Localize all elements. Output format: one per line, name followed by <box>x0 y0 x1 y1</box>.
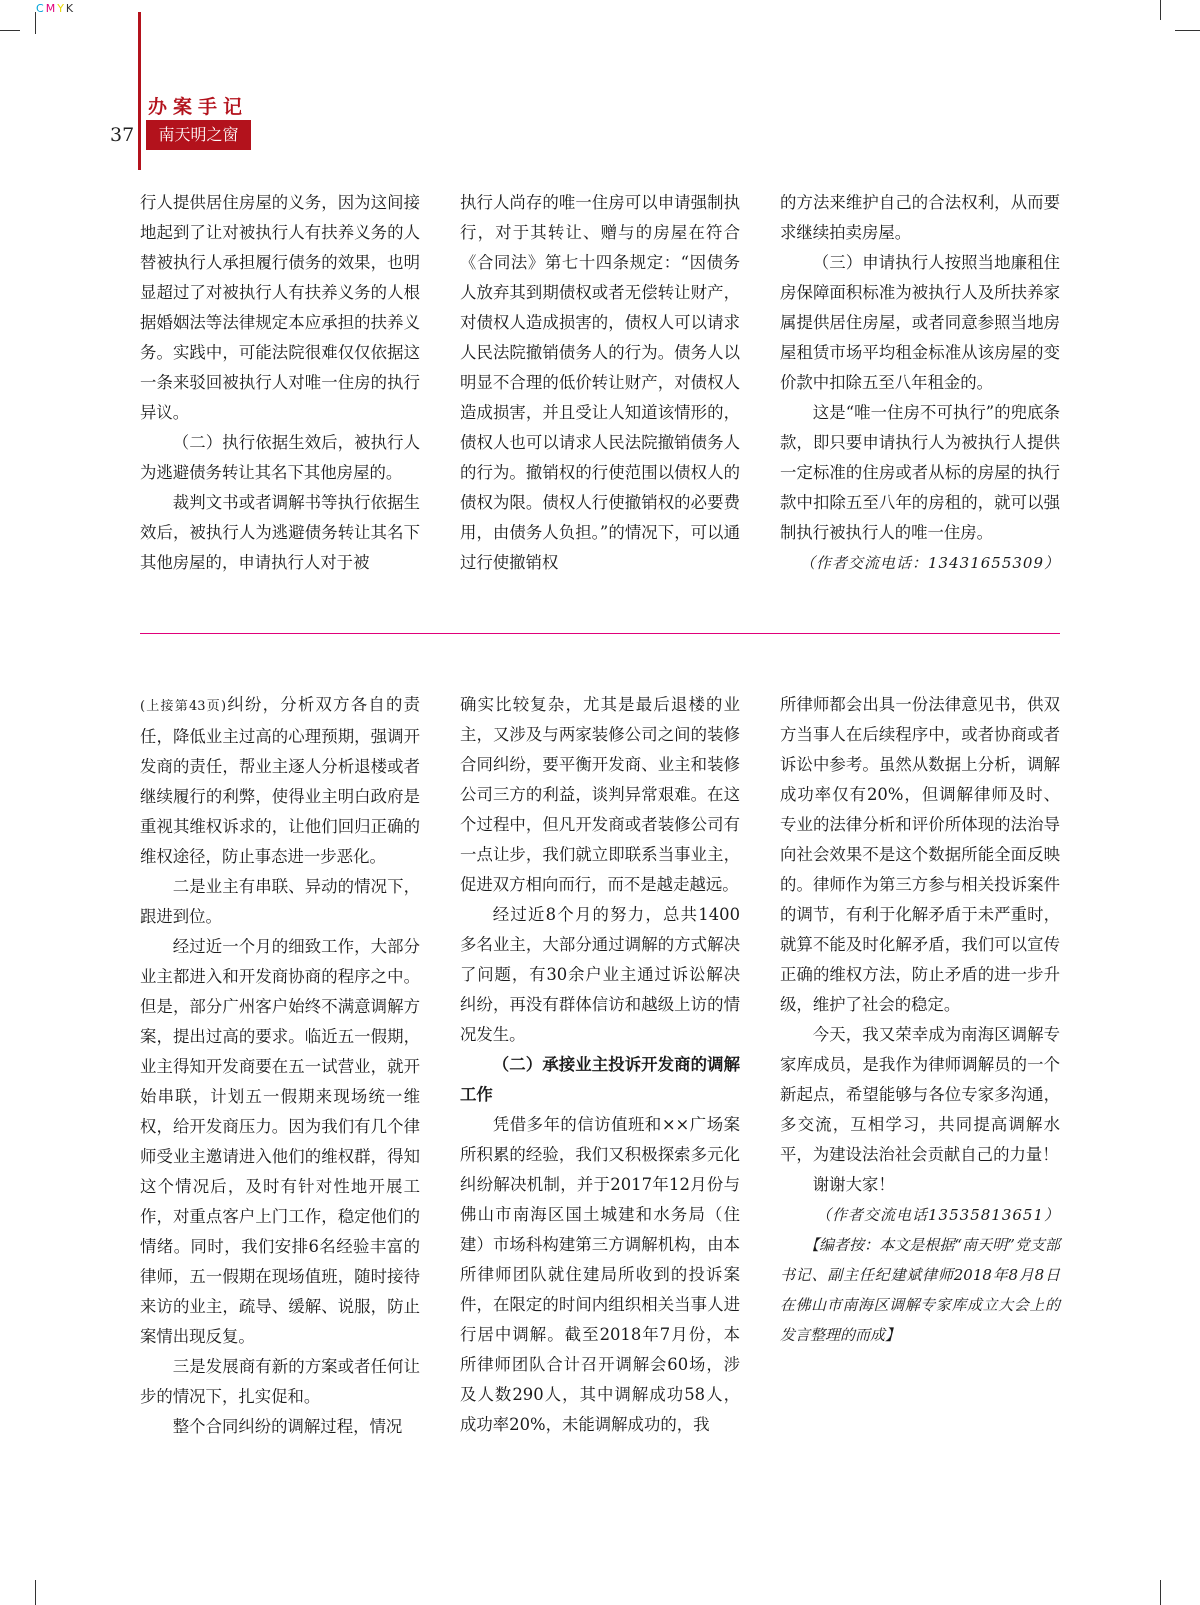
paragraph <box>140 690 420 872</box>
black-mark: K <box>65 2 76 15</box>
paragraph: 经过近一个月的细致工作，大部分业主都进入和开发商协商的程序之中。但是，部分广州客户始终不满意调解方案，提出过高的要求。临近五一假期，业主得知开发商要在五一试营业，就开始串联，计划五一假期来现场统一维权，给开发商压力。因为我们有几个律师受业主邀请进入他们的维权群，得知这个情况后，及时有针对性地开展工作，对重点客户上门工作，稳定他们的情绪。同时，我们安排6名经验丰富的律师，五一假期在现场值班，随时接待来访的业主，疏导、缓解、说服，防止案情出现反复。 <box>140 937 420 1346</box>
paragraph: 所律师都会出具一份法律意见书，供双方当事人在后续程序中，或者协商或者诉讼中参考。虽然从数据上分析，调解成功率仅有20%，但调解律师及时、专业的法律分析和评价所体现的法治导向社会效果不是这个数据所能全面反映的。律师作为第三方参与相关投诉案件的调节，有利于化解矛盾于未严重时，就算不能及时化解矛盾，我们可以宣传正确的维权方法，防止矛盾的进一步升级，维护了社会的稳定。 <box>780 695 1060 1014</box>
continued-tag: (上接第43页) <box>140 699 227 714</box>
cyan-mark: C <box>36 2 46 15</box>
column-name-badge: 南天明之窗 <box>146 120 251 150</box>
header-red-bar <box>138 12 141 170</box>
paragraph: 确实比较复杂，尤其是最后退楼的业主，又涉及与两家装修公司之间的装修合同纠纷，要平衡开发商、业主和装修公司三方的利益，谈判异常艰难。在这个过程中，但凡开发商或者装修公司有一点让步，我们就立即联系当事业主，促进双方相向而行，而不是越走越远。 <box>460 695 740 894</box>
paragraph: 凭借多年的信访值班和××广场案所积累的经验，我们又积极探索多元化纠纷解决机制，并于2017年12月份与佛山市南海区国土城建和水务局（住建）市场科构建第三方调解机构，由本所律师团队就住建局所收到的投诉案件，在限定的时间内组织相关当事人进行居中调解。截至2018年7月份，本所律师团队合计召开调解会60场，涉及人数290人，其中调解成功58人，成功率20%，未能调解成功的，我 <box>460 1115 740 1434</box>
paragraph: 这是“唯一住房不可执行”的兜底条款，即只要申请执行人为被执行人提供一定标准的住房或者从标的房屋的执行款中扣除五至八年的房租的，就可以强制执行被执行人的唯一住房。 <box>780 403 1060 542</box>
paragraph: 今天，我又荣幸成为南海区调解专家库成员，是我作为律师调解员的一个新起点，希望能够与各位专家多沟通，多交流，互相学习，共同提高调解水平，为建设法治社会贡献自己的力量！ <box>780 1025 1060 1164</box>
editor-note: 【编者按：本文是根据“南天明”党支部书记、副主任纪建斌律师2018年8月8日在佛山市南海区调解专家库成立大会上的发言整理的而成】 <box>780 1236 1060 1344</box>
subheading: （二）承接业主投诉开发商的调解工作 <box>460 1055 740 1104</box>
crop-mark-tr-h <box>1175 30 1200 31</box>
top-article-column-3 <box>780 188 1060 578</box>
top-article-column-2 <box>460 188 740 578</box>
author-contact: （作者交流电话13535813651） <box>816 1206 1060 1224</box>
paragraph: （二）执行依据生效后，被执行人为逃避债务转让其名下其他房屋的。 <box>140 433 420 482</box>
crop-mark-tl-v <box>35 12 36 34</box>
crop-mark-br-v <box>1160 1580 1161 1605</box>
paragraph: 执行人尚存的唯一住房可以申请强制执行，对于其转让、赠与的房屋在符合《合同法》第七十四条规定：“因债务人放弃其到期债权或者无偿转让财产，对债权人造成损害的，债权人可以请求人民法院撤销债务人的行为。债务人以明显不合理的低价转让财产，对债权人造成损害，并且受让人知道该情形的，债权人也可以请求人民法院撤销债务人的行为。撤销权的行使范围以债权人的债权为限。债权人行使撤销权的必要费用，由债务人负担。”的情况下，可以通过行使撤销权 <box>460 193 740 572</box>
paragraph-text: 纠纷，分析双方各自的责任，降低业主过高的心理预期，强调开发商的责任，帮业主逐人分析退楼或者继续履行的利弊，使得业主明白政府是重视其维权诉求的，让他们回归正确的维权途径，防止事态进一步恶化。 <box>140 695 421 866</box>
paragraph: 行人提供居住房屋的义务，因为这间接地起到了让对被执行人有扶养义务的人替被执行人承担履行债务的效果，也明显超过了对被执行人有扶养义务的人根据婚姻法等法律规定本应承担的扶养义务。实践中，可能法院很难仅仅依据这一条来驳回被执行人对唯一住房的执行异议。 <box>140 193 420 422</box>
paragraph: （三）申请执行人按照当地廉租住房保障面积标准为被执行人及所扶养家属提供居住房屋，或者同意参照当地房屋租赁市场平均租金标准从该房屋的变价款中扣除五至八年租金的。 <box>780 253 1060 392</box>
author-contact: （作者交流电话：13431655309） <box>800 554 1060 572</box>
magenta-mark: M <box>45 2 58 15</box>
crop-mark-tl-h <box>0 30 20 31</box>
bottom-article-column-1 <box>140 690 420 1442</box>
paragraph: 谢谢大家！ <box>812 1175 895 1194</box>
paragraph: 裁判文书或者调解书等执行依据生效后，被执行人为逃避债务转让其名下其他房屋的，申请执行人对于被 <box>140 493 420 572</box>
yellow-mark: Y <box>57 2 66 15</box>
print-color-marks <box>36 2 75 15</box>
crop-mark-bl-v <box>35 1580 36 1605</box>
bottom-article-column-3 <box>780 690 1060 1350</box>
crop-mark-tr-v <box>1160 0 1161 20</box>
article-divider <box>140 633 1060 634</box>
top-article-column-1 <box>140 188 420 578</box>
paragraph: 二是业主有串联、异动的情况下，跟进到位。 <box>140 877 420 926</box>
paragraph: 的方法来维护自己的合法权利，从而要求继续拍卖房屋。 <box>780 193 1060 242</box>
bottom-article-column-2 <box>460 690 740 1440</box>
paragraph: 经过近8个月的努力，总共1400多名业主，大部分通过调解的方式解决了问题，有30余户业主通过诉讼解决纠纷，再没有群体信访和越级上访的情况发生。 <box>460 905 740 1044</box>
paragraph: 三是发展商有新的方案或者任何让步的情况下，扎实促和。 <box>140 1357 420 1406</box>
paragraph: 整个合同纠纷的调解过程，情况 <box>172 1417 403 1436</box>
section-title: 办案手记 <box>148 96 249 118</box>
page-number: 37 <box>110 124 135 146</box>
